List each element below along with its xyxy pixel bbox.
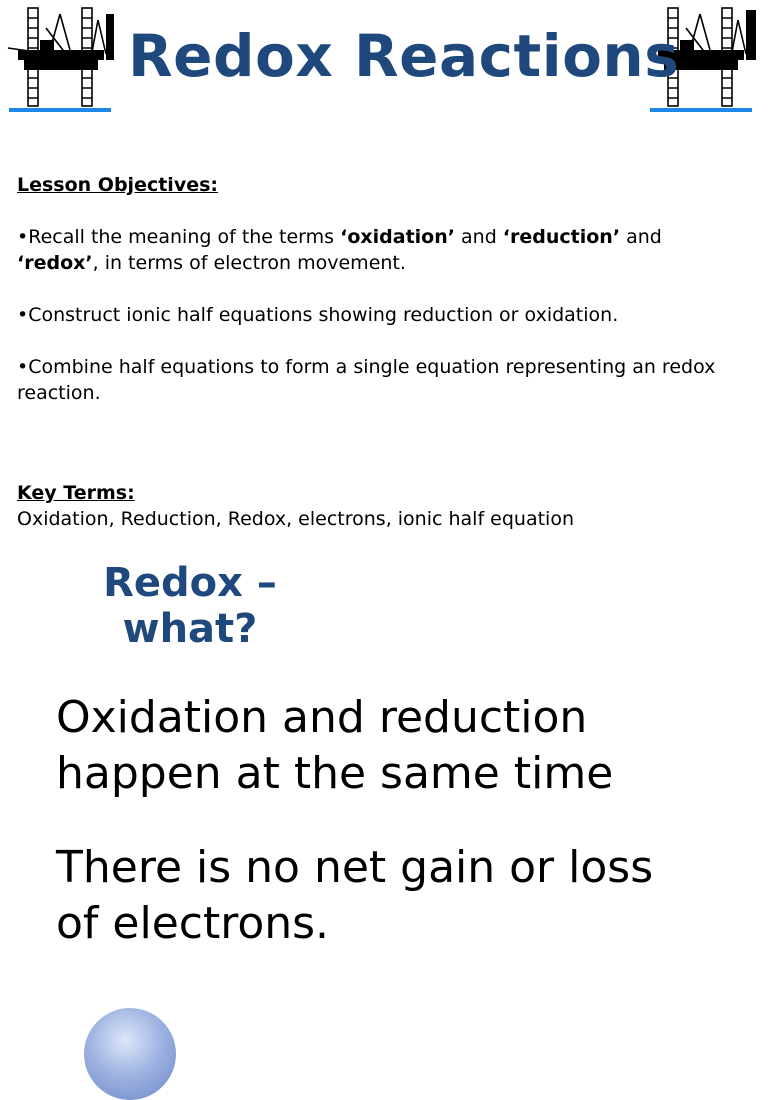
sphere-graphic <box>84 1008 176 1100</box>
objective-item: •Combine half equations to form a single equation representing an redox reaction. <box>17 356 716 404</box>
section-heading: Redox – what? <box>103 560 277 652</box>
lesson-objectives <box>17 172 747 406</box>
key-terms <box>17 480 747 532</box>
key-terms-list: Oxidation, Reduction, Redox, electrons, ionic half equation <box>17 508 575 530</box>
page-title: Redox Reactions <box>128 22 680 90</box>
statement-simultaneous: Oxidation and reduction happen at the same time <box>56 692 614 799</box>
objective-item: •Construct ionic half equations showing reduction or oxidation. <box>17 304 619 326</box>
objectives-heading: Lesson Objectives: <box>17 174 218 196</box>
oil-rig-icon <box>6 4 116 112</box>
statement-no-net-gain: There is no net gain or loss of electrons. <box>56 842 654 949</box>
objective-item: •Recall the meaning of the terms ‘oxidation’ and ‘reduction’ and ‘redox’, in terms of electron movement. <box>17 226 662 274</box>
key-terms-heading: Key Terms: <box>17 482 135 504</box>
